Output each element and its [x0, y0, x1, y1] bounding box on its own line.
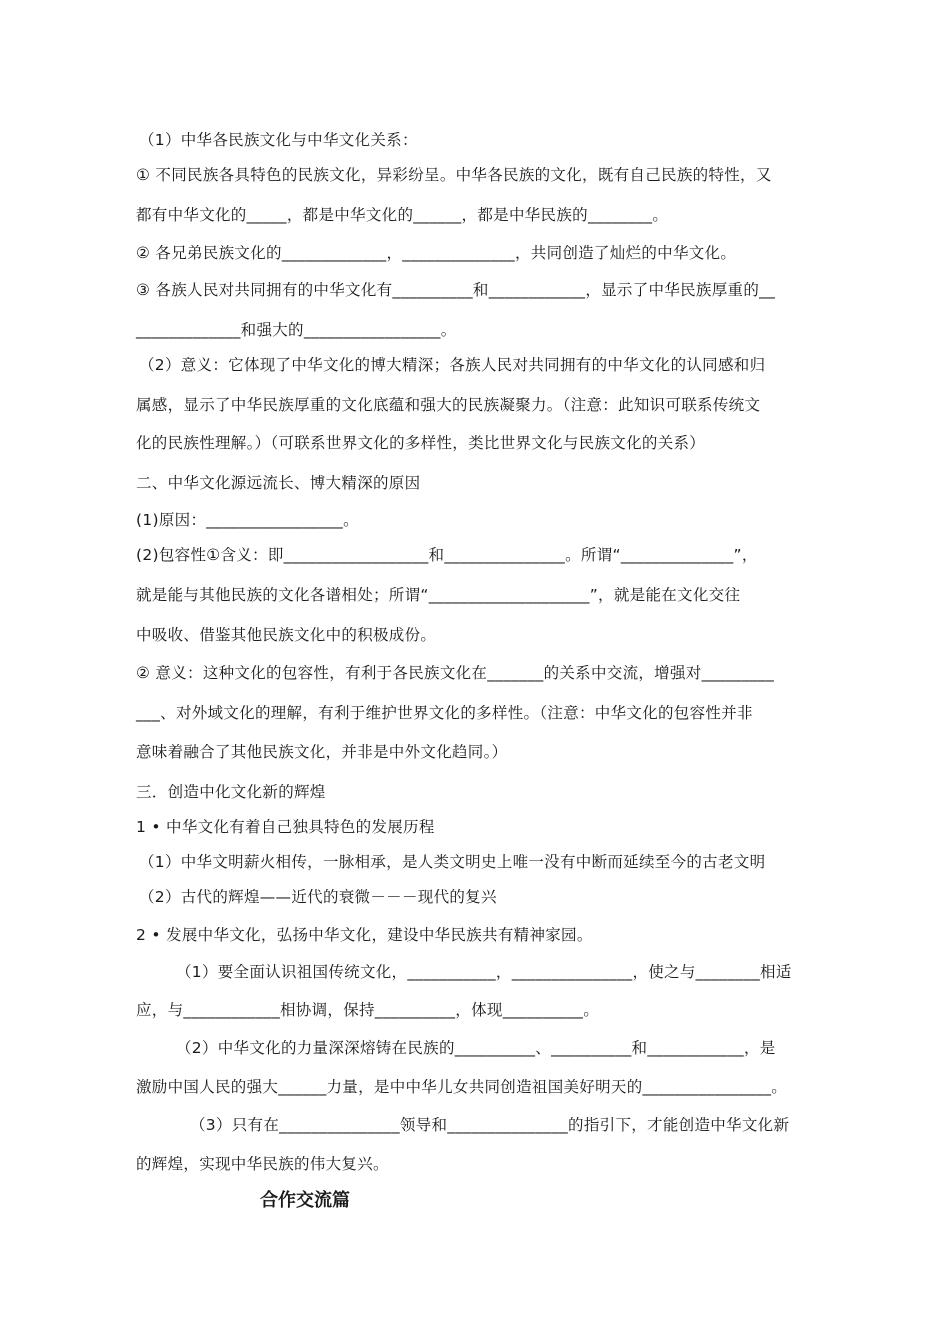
text-line: _____________和强大的_________________。 [136, 321, 457, 339]
text-line: 2 • 发展中华文化，弘扬中华文化，建设中华民族共有精神家园。 [136, 926, 593, 944]
text-line: ② 意义：这种文化的包容性，有利于各民族文化在_______的关系中交流，增强对_________ [136, 664, 775, 682]
text-line: 应，与____________相协调，保持__________，体现__________。 [136, 1001, 600, 1019]
text-line: 化的民族性理解。）（可联系世界文化的多样性，类比世界文化与民族文化的关系） [136, 434, 706, 452]
text-line: (1)原因：_________________。 [136, 511, 359, 529]
text-line: （2）中华文化的力量深深熔铸在民族的__________、__________和____________，是 [176, 1039, 776, 1057]
text-line: 都有中华文化的_____，都是中华文化的______，都是中华民族的________。 [136, 206, 669, 224]
text-line: 的辉煌，实现中华民族的伟大复兴。 [136, 1155, 389, 1173]
text-line: （1）中华各民族文化与中华文化关系： [139, 131, 418, 149]
text-line: ② 各兄弟民族文化的_____________，______________，共同创造了灿烂的中华文化。 [136, 244, 737, 262]
text-line: 中吸收、借鉴其他民族文化中的积极成份。 [136, 626, 437, 644]
text-line: 激励中国人民的强大______力量，是中中华儿女共同创造祖国美好明天的________________。 [136, 1078, 788, 1096]
text-line: ① 不同民族各具特色的民族文化，异彩纷呈。中华各民族的文化，既有自己民族的特性，又 [136, 166, 772, 184]
section-heading: 三．创造中化文化新的辉煌 [136, 783, 326, 801]
text-line: （2）古代的辉煌——近代的衰微－－－现代的复兴 [139, 888, 497, 906]
text-line: 就是能与其他民族的文化各谱相处；所谓“____________________”，就是能在文化交往 [136, 586, 741, 604]
text-line: （2）意义：它体现了中华文化的博大精深；各族人民对共同拥有的中华文化的认同感和归 [139, 356, 766, 374]
section-heading-cooperation: 合作交流篇 [260, 1190, 350, 1211]
text-line: ③ 各族人民对共同拥有的中华文化有__________和____________，显示了中华民族厚重的__ [136, 281, 776, 299]
text-line: ___、对外域文化的理解，有利于维护世界文化的多样性。（注意：中华文化的包容性并非 [136, 704, 753, 722]
text-line: (2)包容性①含义：即__________________和_______________。所谓“______________”， [136, 546, 758, 564]
text-line: （3）只有在_______________领导和_______________的指引下，才能创造中华文化新 [190, 1116, 790, 1134]
text-line: （1）要全面认识祖国传统文化，___________，_______________，使之与________相适 [176, 963, 792, 981]
text-line: 属感，显示了中华民族厚重的文化底蕴和强大的民族凝聚力。（注意：此知识可联系传统文 [136, 396, 761, 414]
text-line: （1）中华文明薪火相传，一脉相承，是人类文明史上唯一没有中断而延续至今的古老文明 [139, 853, 766, 871]
text-line: 1 • 中华文化有着自己独具特色的发展历程 [136, 818, 435, 836]
text-line: 意味着融合了其他民族文化，并非是中外文化趋同。） [136, 743, 508, 761]
section-heading: 二、中华文化源远流长、博大精深的原因 [136, 474, 421, 492]
